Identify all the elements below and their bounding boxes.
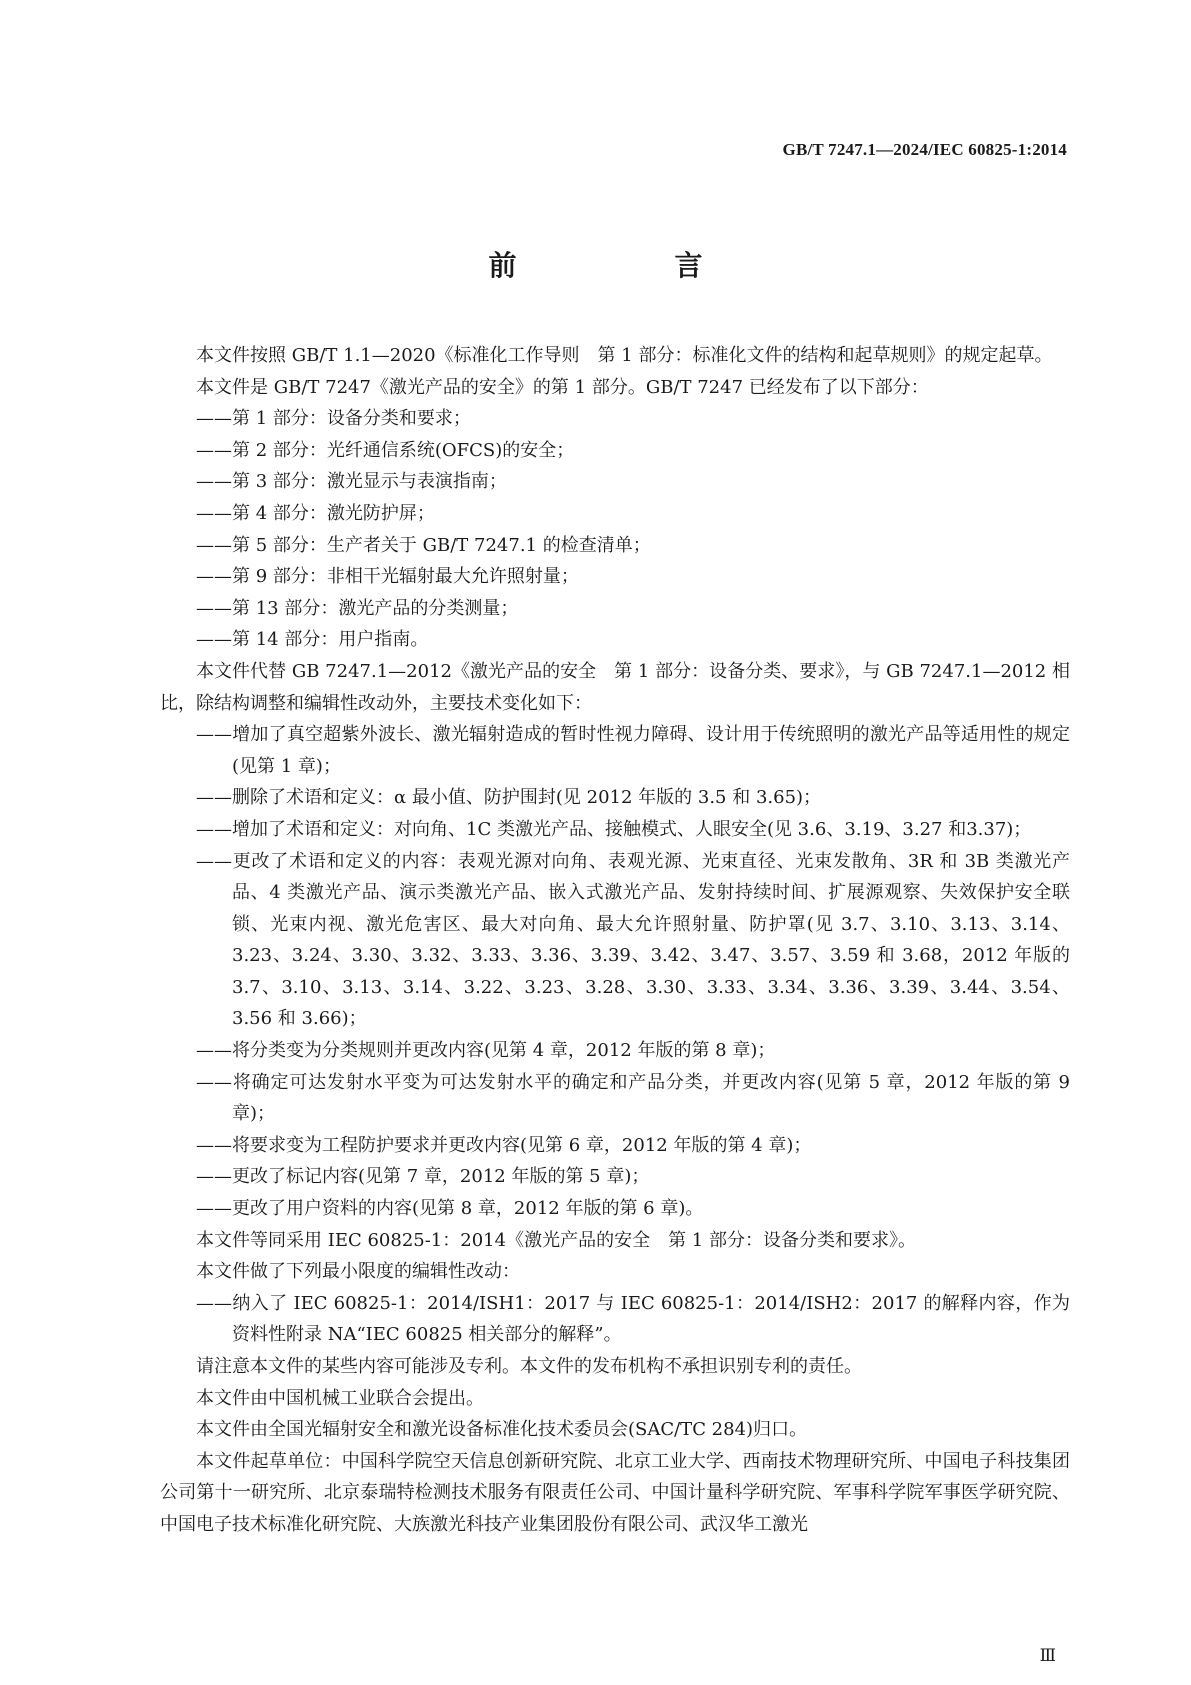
- paragraph: 本文件是 GB/T 7247《激光产品的安全》的第 1 部分。GB/T 7247 已经发布了以下部分：: [196, 376, 929, 398]
- paragraph: 本文件等同采用 IEC 60825-1：2014《激光产品的安全 第 1 部分：设备分类和要求》。: [196, 1229, 916, 1251]
- list-item: ——更改了标记内容(见第 7 章，2012 年版的第 5 章)；: [196, 1166, 650, 1188]
- paragraph: 本文件按照 GB/T 1.1—2020《标准化工作导则 第 1 部分：标准化文件的结构和起草规则》的规定起草。: [196, 345, 1053, 366]
- list-item: ——将要求变为工程防护要求并更改内容(见第 6 章，2012 年版的第 4 章)；: [196, 1134, 812, 1156]
- list-item: ——第 5 部分：生产者关于 GB/T 7247.1 的检查清单；: [196, 534, 651, 556]
- list-item: ——第 4 部分：激光防护屏；: [196, 502, 435, 524]
- paragraph: 本文件代替 GB 7247.1—2012《激光产品的安全 第 1 部分：设备分类、要求》，与 GB 7247.1—2012 相比，除结构调整和编辑性改动外，主要技术变化如下：: [160, 660, 1070, 714]
- paragraph: 本文件由中国机械工业联合会提出。: [196, 1387, 484, 1409]
- list-item: ——第 2 部分：光纤通信系统(OFCS)的安全；: [196, 439, 575, 461]
- page-number: Ⅲ: [1039, 1646, 1056, 1665]
- list-item: ——将确定可达发射水平变为可达发射水平的确定和产品分类，并更改内容(见第 5 章，2012 年版的第 9 章)；: [196, 1071, 1070, 1125]
- list-item: ——第 1 部分：设备分类和要求；: [196, 408, 471, 430]
- list-item: ——第 13 部分：激光产品的分类测量；: [196, 597, 519, 619]
- list-item: ——纳入了 IEC 60825-1：2014/ISH1：2017 与 IEC 60825-1：2014/ISH2：2017 的解释内容，作为资料性附录 NA“IEC 60825 相关部分的解释”。: [196, 1292, 1070, 1346]
- paragraph: 本文件起草单位：中国科学院空天信息创新研究院、北京工业大学、西南技术物理研究所、中国电子科技集团公司第十一研究所、北京泰瑞特检测技术服务有限责任公司、中国计量科学研究院、军事科学院军事医学研究院、中国电子技术标准化研究院、大族激光科技产业集团股份有限公司、武汉华工激光: [160, 1450, 1070, 1535]
- paragraph: 本文件由全国光辐射安全和激光设备标准化技术委员会(SAC/TC 284)归口。: [196, 1419, 808, 1441]
- paragraph: 本文件做了下列最小限度的编辑性改动：: [196, 1261, 520, 1283]
- list-item: ——将分类变为分类规则并更改内容(见第 4 章，2012 年版的第 8 章)；: [196, 1040, 776, 1062]
- list-item: ——更改了术语和定义的内容：表观光源对向角、表观光源、光束直径、光束发散角、3R 和 3B 类激光产品、4 类激光产品、演示类激光产品、嵌入式激光产品、发射持续时间、扩展源观察、失效保护安全联锁、光束内视、激光危害区、最大对向角、最大允许照射量、防护罩(见 3.7、3.10、3.13、3.14、3.23、3.24、3.30、3.32、3.33、3.36、3.39、3.42、3.47、3.57、3.59 和 3.68，2012 年版的 3.7、3.10、3.13、3.14、3.22、3.23、3.28、3.30、3.33、3.34、3.36、3.39、3.44、3.54、3.56 和 3.66)；: [196, 850, 1070, 1030]
- list-item: ——删除了术语和定义：α 最小值、防护围封(见 2012 年版的 3.5 和 3.65)；: [196, 787, 822, 809]
- paragraph: 请注意本文件的某些内容可能涉及专利。本文件的发布机构不承担识别专利的责任。: [196, 1356, 862, 1377]
- document-id: GB/T 7247.1—2024/IEC 60825-1:2014: [782, 140, 1067, 159]
- list-item: ——第 3 部分：激光显示与表演指南；: [196, 471, 507, 493]
- list-item: ——第 14 部分：用户指南。: [196, 629, 429, 651]
- list-item: ——第 9 部分：非相干光辐射最大允许照射量；: [196, 566, 579, 588]
- list-item: ——更改了用户资料的内容(见第 8 章，2012 年版的第 6 章)。: [196, 1198, 704, 1220]
- body-text: [160, 340, 1070, 1541]
- list-item: ——增加了术语和定义：对向角、1C 类激光产品、接触模式、人眼安全(见 3.6、3.19、3.27 和3.37)；: [196, 818, 1032, 840]
- list-item: ——增加了真空超紫外波长、激光辐射造成的暂时性视力障碍、设计用于传统照明的激光产品等适用性的规定(见第 1 章)；: [196, 724, 1070, 777]
- page-title: 前 言: [488, 249, 737, 282]
